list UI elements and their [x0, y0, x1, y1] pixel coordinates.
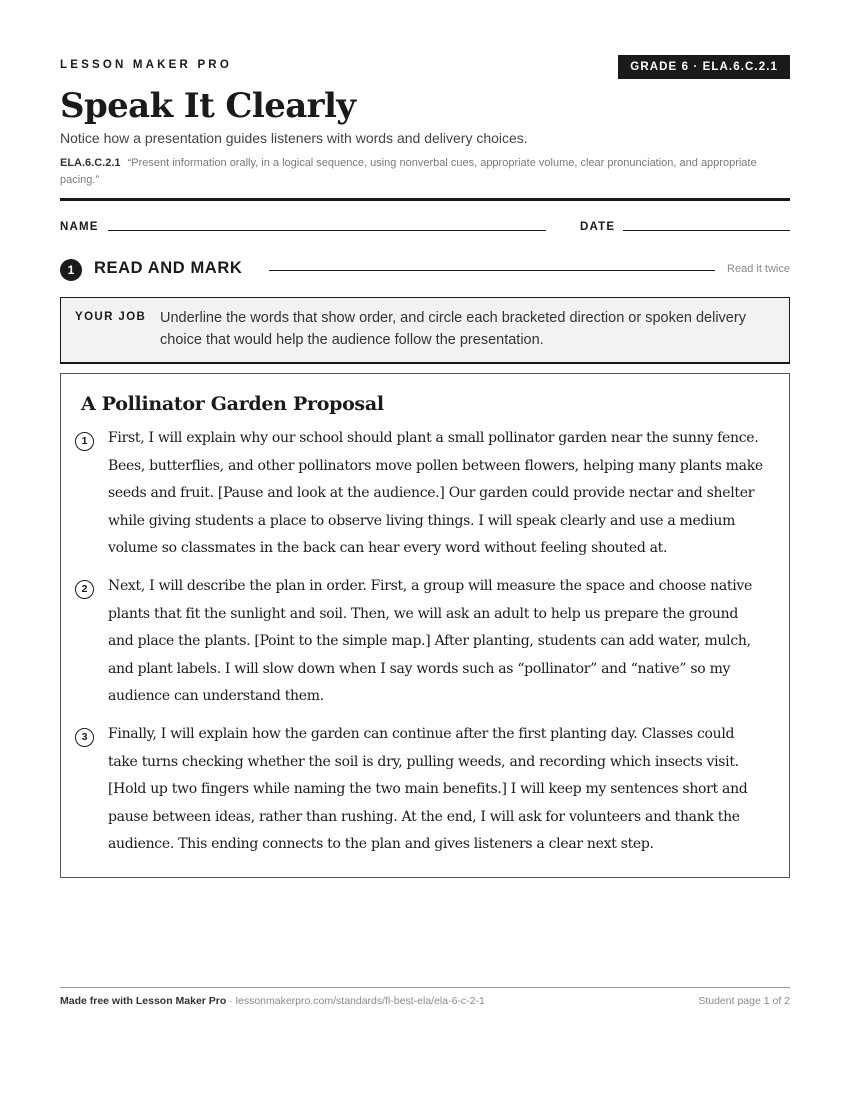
your-job-box: [60, 297, 790, 364]
section-header: [60, 257, 790, 281]
passage-paragraph: [75, 430, 765, 570]
standard-code: ELA.6.C.2.1: [60, 157, 121, 169]
footer-url-link[interactable]: lessonmakerpro.com/standards/fl-best-ela/ela-6-c-2-1: [235, 995, 485, 1007]
footer-separator: ·: [226, 995, 236, 1007]
worksheet-subtitle: Notice how a presentation guides listeners with words and delivery choices.: [60, 130, 528, 146]
standard-text: “Present information orally, in a logical sequence, using nonverbal cues, appropriate volume, clear pronunciation, and appropriate pacing.”: [60, 157, 757, 186]
passage-paragraph: [75, 578, 765, 718]
your-job-instructions: Underline the words that show order, and circle each bracketed direction or spoken delivery choice that would help the audience follow the presentation.: [160, 310, 746, 348]
your-job-label: YOUR JOB: [75, 311, 147, 323]
passage-title: A Pollinator Garden Proposal: [81, 393, 384, 415]
section-rule: [269, 270, 715, 271]
section-number-badge: 1: [60, 259, 82, 281]
date-label: DATE: [580, 221, 616, 233]
name-field[interactable]: [108, 230, 546, 231]
section-title: READ AND MARK: [94, 259, 243, 277]
paragraph-number-badge: 2: [75, 580, 94, 599]
top-bar: [60, 55, 790, 79]
worksheet-page: [60, 0, 790, 1100]
worksheet-title: Speak It Clearly: [60, 86, 356, 126]
footer-divider: [60, 987, 790, 988]
passage-box: [60, 373, 790, 878]
paragraph-number-badge: 1: [75, 432, 94, 451]
standard-description: [60, 155, 790, 189]
section-note: Read it twice: [727, 263, 790, 275]
footer-page-info: Student page 1 of 2: [698, 995, 790, 1007]
footer-made-with: Made free with Lesson Maker Pro: [60, 995, 227, 1007]
name-date-row: [60, 218, 790, 236]
name-label: NAME: [60, 221, 99, 233]
paragraph-number-badge: 3: [75, 728, 94, 747]
date-field[interactable]: [623, 230, 790, 231]
paragraph-text: First, I will explain why our school should plant a small pollinator garden near the sunny fence. Bees, butterflies, and other pollinators move pollen between flowers, helping many plants make seeds and fruit. [Pause and look at the audience.] Our garden could provide nectar and shelter while giving students a place to observe living things. I will speak clearly and use a medium volume so classmates in the back can hear every word without feeling shouted at.: [108, 430, 763, 557]
paragraph-text: Next, I will describe the plan in order. First, a group will measure the space and choose native plants that fit the sunlight and soil. Then, we will ask an adult to help us prepare the ground and place the plants. [Point to the simple map.] After planting, students can add water, mulch, and plant labels. I will slow down when I say words such as “pollinator” and “native” so my audience can understand them.: [108, 578, 752, 705]
paragraph-text: Finally, I will explain how the garden can continue after the first planting day. Classes could take turns checking whether the soil is dry, pulling weeds, and recording which insects visit. [Hold up two fingers while naming the two main benefits.] I will keep my sentences short and pause between ideas, rather than rushing. At the end, I will ask for volunteers and thank the audience. This ending connects to the plan and gives listeners a clear next step.: [108, 726, 748, 853]
brand-name: LESSON MAKER PRO: [60, 59, 232, 71]
grade-standard-badge: GRADE 6 · ELA.6.C.2.1: [618, 55, 790, 79]
footer: [60, 995, 790, 1009]
passage-paragraph: [75, 726, 765, 866]
header-divider: [60, 198, 790, 201]
